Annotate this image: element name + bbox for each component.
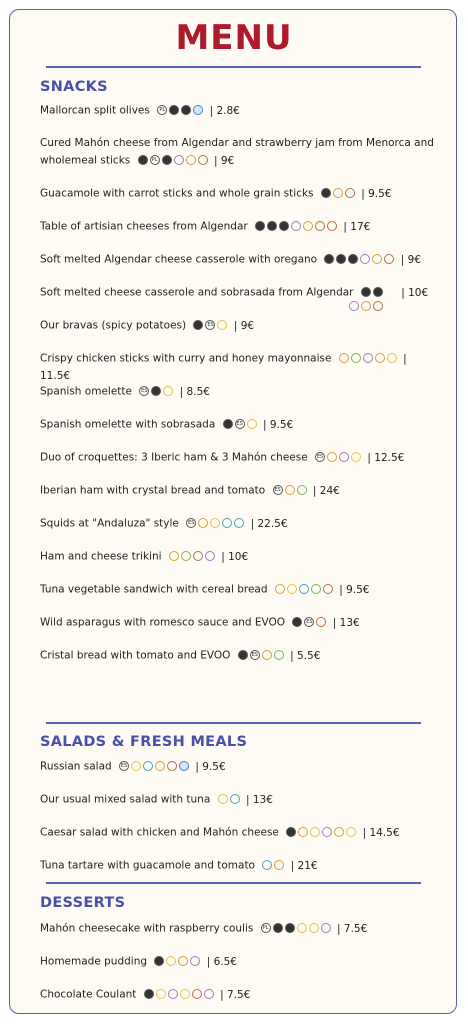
menu-item: Caesar salad with chicken and Mahón cheese | 14.5€ — [40, 824, 440, 842]
allergen-icon — [193, 551, 203, 561]
es-icon: ES — [236, 421, 243, 427]
allergen-icon — [373, 287, 383, 297]
allergen-icon — [234, 518, 244, 528]
allergen-icon — [167, 761, 177, 771]
menu-item: Ham and cheese trikini | 10€ — [40, 548, 440, 566]
allergen-icon — [323, 584, 333, 594]
pl-icon: PL — [261, 923, 271, 933]
menu-item: Squids at "Andaluza" style ES | 22.5€ — [40, 515, 440, 533]
allergen-icon — [363, 353, 373, 363]
allergen-icon — [168, 989, 178, 999]
allergen-icon — [339, 353, 349, 363]
allergen-icon — [297, 923, 307, 933]
es-icon: ES — [120, 763, 128, 769]
allergen-icons — [217, 791, 241, 808]
es-icon: ES — [188, 520, 195, 526]
menu-item: Spanish omelette ES | 8.5€ — [40, 383, 440, 401]
allergen-icon — [144, 989, 154, 999]
allergen-icon — [204, 989, 214, 999]
allergen-icon — [186, 155, 196, 165]
menu-item: Soft melted cheese casserole and sobrasada from Algendar | 10€ — [40, 284, 440, 302]
allergen-icons — [338, 350, 398, 367]
allergen-icon — [274, 860, 284, 870]
allergen-icon — [348, 254, 358, 264]
allergen-icons — [153, 953, 201, 970]
allergen-icon — [275, 584, 285, 594]
allergen-icon — [262, 860, 272, 870]
es-icon: ES — [316, 454, 324, 460]
allergen-icon — [205, 551, 215, 561]
allergen-icons — [237, 647, 285, 664]
allergen-icon — [169, 105, 179, 115]
allergen-icon — [262, 650, 272, 660]
allergen-icon — [336, 254, 346, 264]
allergen-icon — [155, 761, 165, 771]
allergen-icon — [166, 956, 176, 966]
section-title-desserts: DESSERTS — [40, 895, 126, 911]
allergen-icon — [324, 254, 334, 264]
allergen-icon — [372, 254, 382, 264]
allergen-icon — [285, 485, 295, 495]
allergen-icons — [185, 515, 245, 532]
allergen-icon — [360, 254, 370, 264]
allergen-icon — [217, 320, 227, 330]
allergen-icon — [287, 584, 297, 594]
allergen-icon — [274, 650, 284, 660]
allergen-icon — [179, 761, 189, 771]
allergen-icon — [169, 551, 179, 561]
allergen-icon — [193, 105, 203, 115]
title-rule — [46, 66, 421, 68]
allergen-icons — [222, 416, 258, 433]
menu-item: Cured Mahón cheese from Algendar and strawberry jam from Menorca and wholemeal sticks PL | 9€ — [40, 135, 440, 170]
allergen-icon — [346, 827, 356, 837]
allergen-icon — [387, 353, 397, 363]
es-icon: ES — [306, 619, 313, 625]
allergen-icon — [181, 551, 191, 561]
es-icon: ES — [251, 652, 258, 658]
allergen-icon — [333, 188, 343, 198]
menu-item: Russian salad ES | 9.5€ — [40, 758, 440, 776]
allergen-icon — [181, 105, 191, 115]
allergen-icons — [156, 102, 204, 119]
menu-item: Wild asparagus with romesco sauce and EVOO ES | 13€ — [40, 614, 440, 632]
menu-item: Iberian ham with crystal bread and tomato ES | 24€ — [40, 482, 440, 500]
allergen-icon — [223, 419, 233, 429]
allergen-icon — [192, 989, 202, 999]
es-icon: ES — [141, 388, 148, 394]
menu-item: Mahón cheesecake with raspberry coulis PL | 7.5€ — [40, 920, 440, 938]
allergen-icon — [384, 254, 394, 264]
allergen-icon — [255, 221, 265, 231]
allergen-icon — [238, 650, 248, 660]
menu-item: Spanish omelette with sobrasada ES | 9.5€ — [40, 416, 440, 434]
allergen-icon — [327, 221, 337, 231]
allergen-icon — [178, 956, 188, 966]
allergen-icon — [361, 301, 371, 311]
allergen-icon — [297, 485, 307, 495]
allergen-icon — [291, 221, 301, 231]
allergen-icon — [174, 155, 184, 165]
allergen-icons — [291, 614, 327, 631]
menu-item: Our usual mixed salad with tuna | 13€ — [40, 791, 440, 809]
allergen-icon — [375, 353, 385, 363]
allergen-icon — [303, 221, 313, 231]
allergen-icon — [162, 155, 172, 165]
allergen-icons — [260, 920, 332, 937]
allergen-icon — [351, 452, 361, 462]
menu-item: Mallorcan split olives PL | 2.8€ — [40, 102, 440, 120]
allergen-icon — [285, 923, 295, 933]
allergen-icon — [222, 518, 232, 528]
allergen-icons — [138, 383, 174, 400]
menu-item: Chocolate Coulant | 7.5€ — [40, 986, 440, 1004]
allergen-icons — [274, 581, 334, 598]
allergen-icon — [190, 956, 200, 966]
allergen-icons — [285, 824, 357, 841]
allergen-icon — [292, 617, 302, 627]
allergen-icon — [310, 827, 320, 837]
allergen-icon — [311, 584, 321, 594]
allergen-icon — [230, 794, 240, 804]
allergen-icon — [180, 989, 190, 999]
allergen-icon — [154, 956, 164, 966]
allergen-icons — [261, 857, 285, 874]
allergen-icons — [323, 251, 395, 268]
allergen-icon — [273, 923, 283, 933]
allergen-icon — [151, 386, 161, 396]
allergen-icon — [163, 386, 173, 396]
menu-item: Table of artisian cheeses from Algendar | 17€ — [40, 218, 440, 236]
menu-item: Tuna vegetable sandwich with cereal bread | 9.5€ — [40, 581, 440, 599]
allergen-icon — [156, 989, 166, 999]
menu-item: Guacamole with carrot sticks and whole grain sticks | 9.5€ — [40, 185, 440, 203]
allergen-icon — [218, 794, 228, 804]
allergen-icons — [137, 152, 209, 169]
allergen-icon — [322, 827, 332, 837]
allergen-icon — [267, 221, 277, 231]
allergen-icons — [320, 185, 356, 202]
allergen-icon — [351, 353, 361, 363]
allergen-icons — [254, 218, 338, 235]
allergen-icon — [315, 221, 325, 231]
pl-icon: PL — [157, 105, 167, 115]
allergen-icon — [361, 287, 371, 297]
section-title-snacks: SNACKS — [40, 79, 108, 95]
allergen-icon — [143, 761, 153, 771]
allergen-icons — [168, 548, 216, 565]
section-rule — [46, 722, 421, 724]
allergen-icon — [131, 761, 141, 771]
allergen-icon — [198, 518, 208, 528]
pl-icon: PL — [150, 155, 160, 165]
menu-item: Soft melted Algendar cheese casserole with oregano | 9€ — [40, 251, 440, 269]
menu-item: Tuna tartare with guacamole and tomato | 21€ — [40, 857, 440, 875]
section-rule — [46, 882, 421, 884]
allergen-icon — [210, 518, 220, 528]
allergen-icon — [138, 155, 148, 165]
allergen-icon — [299, 584, 309, 594]
allergen-icons — [192, 317, 228, 334]
menu-item: Cristal bread with tomato and EVOO ES | 5.5€ — [40, 647, 440, 665]
allergen-icons — [272, 482, 308, 499]
menu-item: Our bravas (spicy potatoes) ES | 9€ — [40, 317, 440, 335]
allergen-icon — [298, 827, 308, 837]
es-icon: ES — [207, 322, 214, 328]
menu-item: Duo of croquettes: 3 Iberic ham & 3 Mahón cheese ES | 12.5€ — [40, 449, 440, 467]
es-icon: ES — [274, 487, 281, 493]
allergen-icon — [339, 452, 349, 462]
menu-item: Crispy chicken sticks with curry and honey mayonnaise | 11.5€ — [40, 350, 440, 385]
allergen-icon — [279, 221, 289, 231]
allergen-icon — [316, 617, 326, 627]
allergen-icon — [345, 188, 355, 198]
allergen-icon — [309, 923, 319, 933]
allergen-icon — [321, 923, 331, 933]
allergen-icon — [247, 419, 257, 429]
menu-title: MENU — [175, 18, 293, 58]
allergen-icon — [321, 188, 331, 198]
section-title-salads: SALADS & FRESH MEALS — [40, 734, 248, 750]
allergen-icons-row2 — [348, 298, 428, 315]
allergen-icon — [193, 320, 203, 330]
allergen-icon — [373, 301, 383, 311]
allergen-icon — [286, 827, 296, 837]
allergen-icons — [143, 986, 215, 1003]
menu-item: Homemade pudding | 6.5€ — [40, 953, 440, 971]
allergen-icon — [334, 827, 344, 837]
allergen-icon — [349, 301, 359, 311]
allergen-icons — [118, 758, 190, 775]
allergen-icon — [198, 155, 208, 165]
allergen-icons — [314, 449, 362, 466]
allergen-icon — [327, 452, 337, 462]
